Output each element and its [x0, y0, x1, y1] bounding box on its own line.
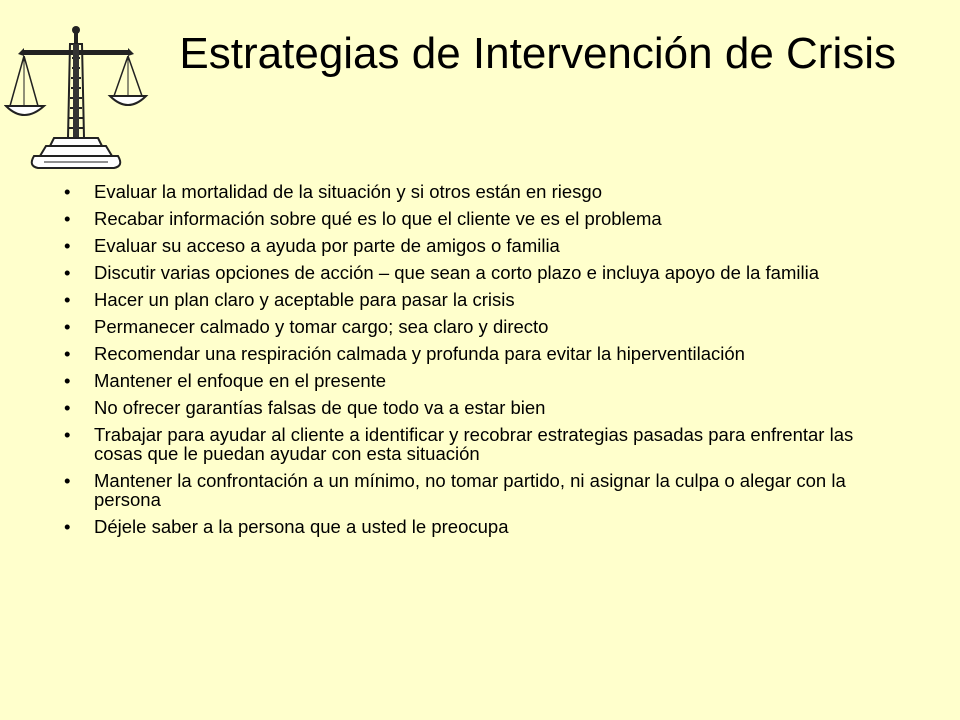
bullet-text: Mantener el enfoque en el presente — [94, 370, 387, 391]
bullet-marker: • — [64, 181, 71, 202]
bullet-item — [64, 209, 864, 228]
bullet-text: Evaluar su acceso a ayuda por parte de amigos o familia — [94, 235, 560, 256]
slide-title: Estrategias de Intervención de Crisis — [179, 29, 896, 78]
bullet-text: Evaluar la mortalidad de la situación y si otros están en riesgo — [94, 181, 602, 202]
bullet-item — [64, 344, 864, 363]
bullet-item — [64, 371, 864, 390]
bullet-item — [64, 517, 864, 536]
bullet-item — [64, 471, 864, 509]
bullet-text: No ofrecer garantías falsas de que todo va a estar bien — [94, 397, 546, 418]
scales-of-justice-icon — [4, 18, 166, 178]
bullet-text: Discutir varias opciones de acción – que sean a corto plazo e incluya apoyo de la familia — [94, 262, 819, 283]
bullet-text: Déjele saber a la persona que a usted le preocupa — [94, 516, 509, 537]
bullet-marker: • — [64, 370, 71, 391]
bullet-text: Trabajar para ayudar al cliente a identificar y recobrar estrategias pasadas para enfrentar las cosas que le puedan ayudar con esta situación — [94, 424, 854, 464]
bullet-item — [64, 182, 864, 201]
bullet-marker: • — [64, 235, 71, 256]
bullet-text: Permanecer calmado y tomar cargo; sea claro y directo — [94, 316, 549, 337]
bullet-text: Hacer un plan claro y aceptable para pasar la crisis — [94, 289, 515, 310]
bullet-marker: • — [64, 289, 71, 310]
bullet-marker: • — [64, 208, 71, 229]
bullet-list — [64, 182, 864, 544]
bullet-item — [64, 236, 864, 255]
bullet-item — [64, 263, 864, 282]
bullet-marker: • — [64, 397, 71, 418]
bullet-marker: • — [64, 262, 71, 283]
bullet-text: Recomendar una respiración calmada y profunda para evitar la hiperventilación — [94, 343, 745, 364]
bullet-marker: • — [64, 516, 71, 537]
bullet-marker: • — [64, 470, 71, 491]
bullet-text: Recabar información sobre qué es lo que el cliente ve es el problema — [94, 208, 662, 229]
bullet-item — [64, 425, 864, 463]
bullet-text: Mantener la confrontación a un mínimo, no tomar partido, ni asignar la culpa o alegar con la persona — [94, 470, 846, 510]
bullet-item — [64, 290, 864, 309]
bullet-marker: • — [64, 424, 71, 445]
bullet-marker: • — [64, 343, 71, 364]
bullet-item — [64, 398, 864, 417]
bullet-marker: • — [64, 316, 71, 337]
bullet-item — [64, 317, 864, 336]
